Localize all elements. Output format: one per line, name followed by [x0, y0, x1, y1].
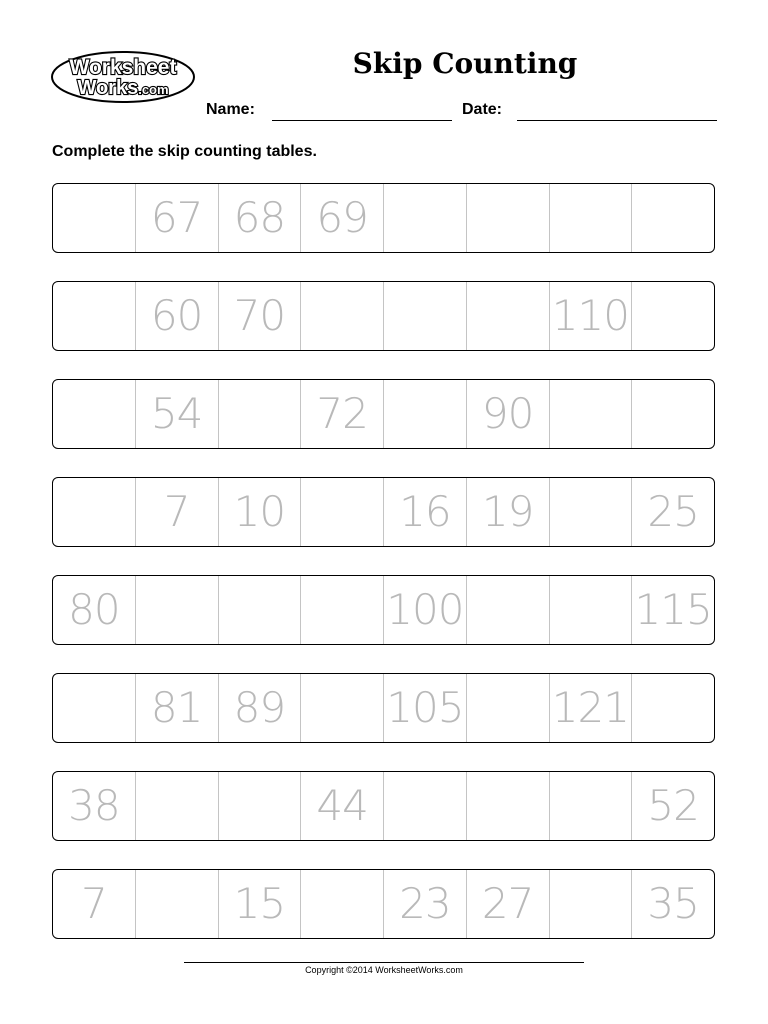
table-cell[interactable]	[300, 870, 383, 938]
table-cell[interactable]	[549, 478, 632, 546]
table-cell[interactable]: 19	[466, 478, 549, 546]
table-cell[interactable]: 68	[218, 184, 301, 252]
table-cell[interactable]	[53, 674, 135, 742]
table-cell[interactable]	[466, 772, 549, 840]
table-cell[interactable]: 15	[218, 870, 301, 938]
table-cell[interactable]: 100	[383, 576, 466, 644]
table-cell[interactable]: 60	[135, 282, 218, 350]
table-cell[interactable]: 35	[631, 870, 714, 938]
skip-counting-table	[52, 379, 715, 449]
worksheetworks-logo	[50, 50, 196, 104]
footer-divider	[184, 962, 584, 963]
table-cell[interactable]: 44	[300, 772, 383, 840]
logo-line1: Worksheet	[69, 56, 177, 79]
table-cell[interactable]: 80	[68, 585, 120, 634]
table-cell[interactable]	[218, 576, 301, 644]
table-cell[interactable]	[300, 478, 383, 546]
table-cell[interactable]	[549, 184, 632, 252]
table-cell[interactable]	[383, 282, 466, 350]
skip-counting-table	[52, 477, 715, 547]
table-cell[interactable]	[466, 576, 549, 644]
skip-counting-table	[52, 281, 715, 351]
table-cell[interactable]: 7	[81, 879, 107, 928]
table-cell[interactable]	[135, 870, 218, 938]
table-cell[interactable]: 27	[466, 870, 549, 938]
table-cell[interactable]	[466, 674, 549, 742]
table-cell[interactable]: 115	[631, 576, 714, 644]
table-cell[interactable]: 67	[135, 184, 218, 252]
table-cell[interactable]	[53, 380, 135, 448]
table-cell[interactable]: 25	[631, 478, 714, 546]
skip-counting-table	[52, 575, 715, 645]
skip-counting-table	[52, 673, 715, 743]
table-cell[interactable]: 110	[549, 282, 632, 350]
table-cell[interactable]	[383, 772, 466, 840]
table-cell[interactable]: 38	[68, 781, 120, 830]
table-cell[interactable]	[549, 870, 632, 938]
copyright-text: Copyright ©2014 WorksheetWorks.com	[305, 965, 463, 975]
table-cell[interactable]: 69	[300, 184, 383, 252]
table-cell[interactable]	[300, 576, 383, 644]
table-cell[interactable]	[631, 282, 714, 350]
logo-suffix: .com	[138, 82, 169, 97]
table-cell[interactable]	[300, 282, 383, 350]
table-cell[interactable]	[53, 478, 135, 546]
table-cell[interactable]: 10	[218, 478, 301, 546]
table-cell[interactable]	[631, 380, 714, 448]
name-label: Name:	[206, 101, 255, 118]
table-cell[interactable]: 7	[135, 478, 218, 546]
table-cell[interactable]: 105	[383, 674, 466, 742]
table-cell[interactable]	[549, 772, 632, 840]
table-cell[interactable]: 52	[631, 772, 714, 840]
table-cell[interactable]	[135, 576, 218, 644]
skip-counting-table	[52, 183, 715, 253]
table-cell[interactable]	[218, 380, 301, 448]
table-cell[interactable]: 70	[218, 282, 301, 350]
table-cell[interactable]	[135, 772, 218, 840]
table-cell[interactable]	[383, 184, 466, 252]
table-cell[interactable]: 81	[135, 674, 218, 742]
table-cell[interactable]: 23	[383, 870, 466, 938]
table-cell[interactable]	[466, 282, 549, 350]
instructions: Complete the skip counting tables.	[52, 143, 317, 160]
page-title: Skip Counting	[352, 47, 578, 80]
name-field[interactable]	[272, 120, 452, 121]
table-cell[interactable]	[383, 380, 466, 448]
table-cell[interactable]: 121	[549, 674, 632, 742]
skip-counting-table	[52, 771, 715, 841]
table-cell[interactable]: 72	[300, 380, 383, 448]
table-cell[interactable]	[53, 282, 135, 350]
table-cell[interactable]	[300, 674, 383, 742]
logo-line2: Works	[77, 77, 139, 99]
table-cell[interactable]: 89	[218, 674, 301, 742]
table-cell[interactable]	[631, 184, 714, 252]
table-cell[interactable]	[218, 772, 301, 840]
table-cell[interactable]: 90	[466, 380, 549, 448]
table-cell[interactable]	[549, 576, 632, 644]
table-cell[interactable]	[53, 184, 135, 252]
table-cell[interactable]: 16	[383, 478, 466, 546]
date-field[interactable]	[517, 120, 717, 121]
skip-counting-table	[52, 869, 715, 939]
date-label: Date:	[462, 101, 503, 118]
table-cell[interactable]	[466, 184, 549, 252]
table-cell[interactable]	[631, 674, 714, 742]
table-cell[interactable]	[549, 380, 632, 448]
table-cell[interactable]: 54	[135, 380, 218, 448]
